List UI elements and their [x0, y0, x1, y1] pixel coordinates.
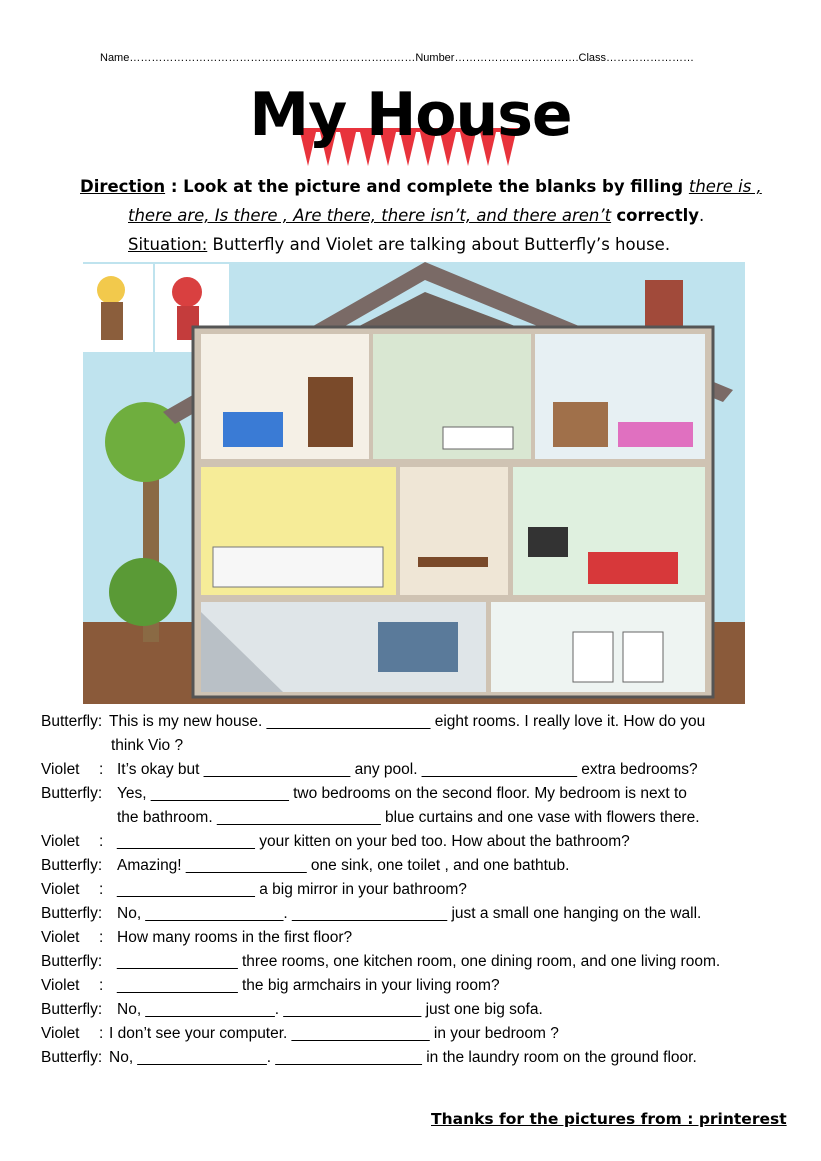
dialogue-text: It’s okay but _________________ any pool. __________________ extra bedrooms?: [117, 761, 698, 778]
speaker-label: Violet: [41, 833, 80, 850]
direction-period: .: [699, 206, 705, 225]
character-butterfly-image: [83, 264, 153, 352]
speaker-colon: :: [99, 833, 104, 850]
dialogue-line: [41, 806, 781, 830]
directions-block: [80, 172, 770, 259]
dialogue-line: [41, 710, 781, 734]
dialogue-line: [41, 998, 781, 1022]
speaker-label: Violet: [41, 881, 80, 898]
dialogue-text: think Vio ?: [111, 737, 184, 754]
dialogue-text: ________________ a big mirror in your bathroom?: [117, 881, 467, 898]
page-title: My House: [249, 80, 572, 150]
speaker-label: Violet: [41, 977, 80, 994]
speaker-label: Butterfly:: [41, 713, 103, 730]
speaker-label: Butterfly:: [41, 1001, 103, 1018]
speaker-label: Butterfly:: [41, 1049, 103, 1066]
speaker-label: Butterfly:: [41, 785, 103, 802]
dialogue-text: How many rooms in the first floor?: [117, 929, 353, 946]
direction-correctly: correctly: [616, 206, 700, 225]
dialogue-text: ______________ the big armchairs in your living room?: [117, 977, 500, 994]
speaker-colon: :: [99, 1025, 104, 1042]
dialogue-line: [41, 926, 781, 950]
dialogue-text: Amazing! ______________ one sink, one toilet , and one bathtub.: [117, 857, 570, 874]
speaker-label: Violet: [41, 929, 80, 946]
student-info-line: Name……………………………………………………………………Number…………………………….Class……………………: [100, 52, 695, 64]
speaker-colon: :: [99, 929, 104, 946]
dialogue-line: [41, 1022, 781, 1046]
dialogue-text: No, ________________. __________________ just a small one hanging on the wall.: [117, 905, 702, 922]
dialogue-text: Yes, ________________ two bedrooms on the second floor. My bedroom is next to: [117, 785, 687, 802]
speaker-colon: :: [99, 881, 104, 898]
dialogue-text: ________________ your kitten on your bed too. How about the bathroom?: [117, 833, 630, 850]
house-cutaway-illustration: [83, 262, 745, 704]
dialogue-line: [41, 902, 781, 926]
speaker-label: Butterfly:: [41, 905, 103, 922]
direction-options-2: there are, Is there , Are there, there isn’t, and there aren’t: [128, 206, 612, 225]
dialogue-text: ______________ three rooms, one kitchen room, one dining room, and one living room.: [117, 953, 721, 970]
dialogue-line: [41, 974, 781, 998]
dialogue-exercise: [41, 710, 781, 1070]
speaker-label: Butterfly:: [41, 953, 103, 970]
dialogue-line: [41, 950, 781, 974]
speaker-label: Violet: [41, 761, 80, 778]
speaker-label: Violet: [41, 1025, 80, 1042]
dialogue-line: [41, 1046, 781, 1070]
dialogue-line: [41, 878, 781, 902]
situation-text: Butterfly and Violet are talking about Butterfly’s house.: [207, 235, 671, 254]
direction-options-1: there is ,: [688, 177, 762, 196]
dialogue-line: [41, 734, 781, 758]
dialogue-text: I don’t see your computer. ________________ in your bedroom ?: [109, 1025, 559, 1042]
dialogue-text: This is my new house. ___________________ eight rooms. I really love it. How do you: [109, 713, 706, 730]
dialogue-text: the bathroom. ___________________ blue curtains and one vase with flowers there.: [117, 809, 700, 826]
dialogue-line: [41, 854, 781, 878]
dialogue-text: No, _______________. _________________ in the laundry room on the ground floor.: [109, 1049, 697, 1066]
direction-text: : Look at the picture and complete the blanks by filling: [165, 177, 689, 196]
dialogue-text: No, _______________. ________________ just one big sofa.: [117, 1001, 543, 1018]
dialogue-line: [41, 830, 781, 854]
speaker-colon: :: [99, 761, 104, 778]
speaker-colon: :: [99, 977, 104, 994]
speaker-label: Butterfly:: [41, 857, 103, 874]
picture-credit: Thanks for the pictures from : printerest: [431, 1110, 787, 1128]
situation-label: Situation:: [128, 235, 208, 254]
dialogue-line: [41, 782, 781, 806]
direction-label: Direction: [80, 177, 166, 196]
dialogue-line: [41, 758, 781, 782]
